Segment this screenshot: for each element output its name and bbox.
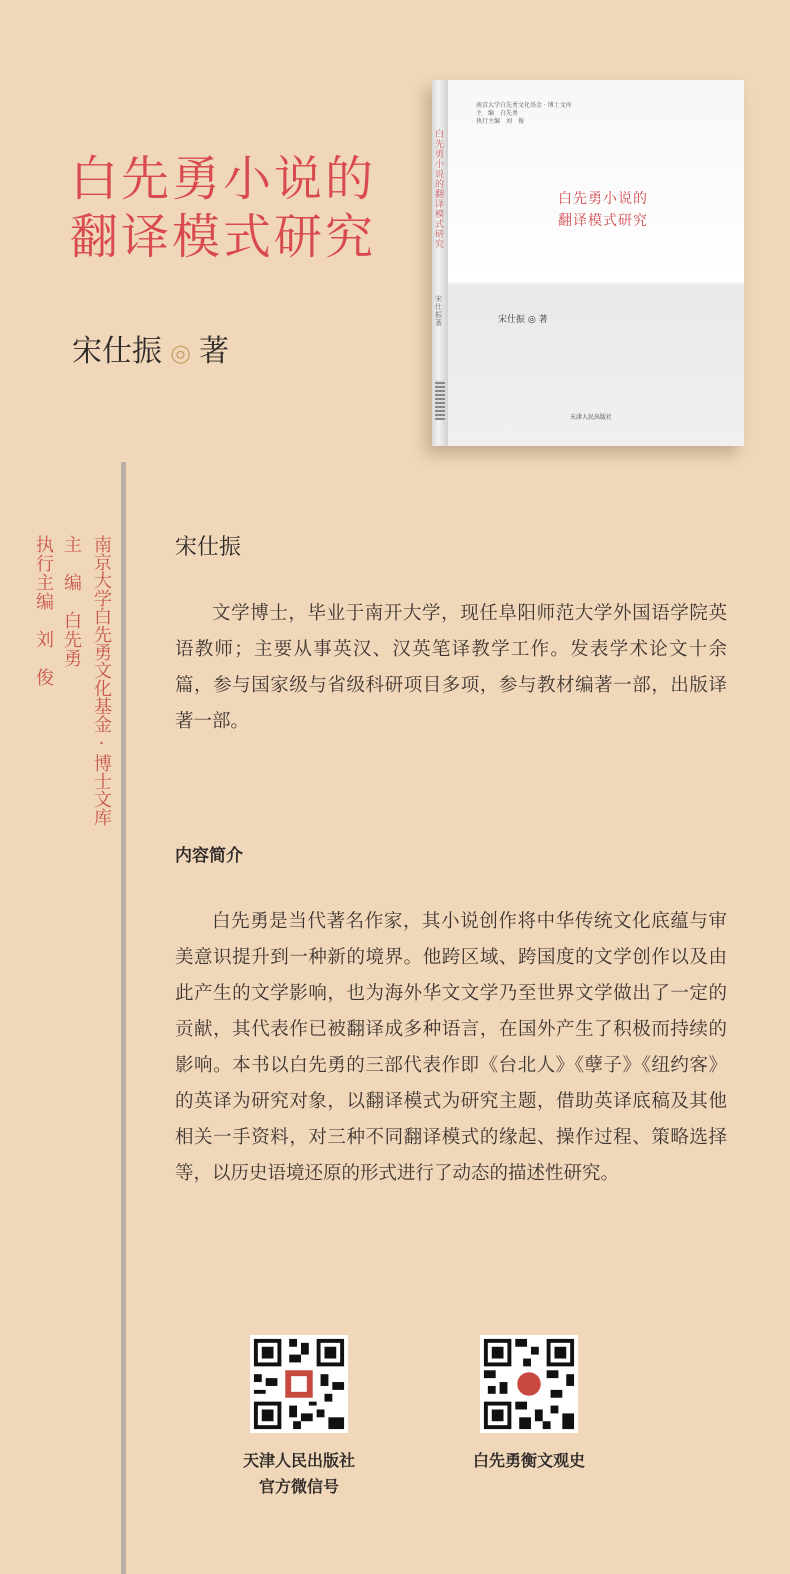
qr-caption-bai-xianyong-line-1: 白先勇衡文观史 — [472, 1451, 585, 1470]
cover-series-line-2: 主 编 白先勇 — [476, 110, 519, 117]
book-title — [70, 150, 376, 266]
exec-editor-vertical-text: 执行主编 刘 俊 — [33, 535, 54, 687]
cover-series — [476, 102, 572, 126]
author-separator: ◎ — [170, 339, 191, 367]
summary-title: 内容简介 — [175, 846, 243, 866]
bio-paragraph: 文学博士，毕业于南开大学，现任阜阳师范大学外国语学院英语教师；主要从事英汉、汉英笔译教学工作。发表学术论文十余篇，参与国家级与省级科研项目多项，参与教材编著一部，出版译著一部。 — [175, 603, 727, 732]
book-spine — [432, 80, 448, 446]
qr-code-bai-xianyong[interactable] — [480, 1335, 578, 1433]
spine-logo — [435, 380, 445, 420]
book-title-line-2: 翻译模式研究 — [70, 209, 377, 265]
qr-code-icon — [480, 1335, 578, 1433]
cover-title — [558, 188, 648, 232]
author-name: 宋仕振 — [72, 334, 162, 369]
book-front — [448, 80, 744, 446]
cover-title-line-1: 白先勇小说的 — [558, 191, 648, 207]
author-role: 著 — [198, 334, 229, 369]
qr-caption-publisher-line-1: 天津人民出版社 — [242, 1451, 355, 1470]
qr-caption-publisher — [219, 1448, 379, 1500]
qr-caption-bai-xianyong — [449, 1448, 609, 1474]
series-vertical-text: 南京大学白先勇文化基金·博士文库 — [91, 535, 112, 826]
cover-title-line-2: 翻译模式研究 — [558, 213, 648, 229]
cover-publisher: 天津人民出版社 — [570, 414, 613, 421]
book-cover-image — [432, 80, 744, 446]
cover-series-line-3: 执行主编 刘 俊 — [476, 118, 525, 125]
book-title-line-1: 白先勇小说的 — [70, 151, 377, 207]
cover-author: 宋仕振 ◎ 著 — [498, 315, 548, 325]
qr-code-publisher[interactable] — [250, 1335, 348, 1433]
summary-paragraph: 白先勇是当代著名作家，其小说创作将中华传统文化底蕴与审美意识提升到一种新的境界。他跨区域、跨国度的文学创作以及由此产生的文学影响，也为海外华文文学乃至世界文学做出了一定的贡献，其代表作已被翻译成多种语言，在国外产生了积极而持续的影响。本书以白先勇的三部代表作即《台北人》《孽子》《纽约客》的英译为研究对象，以翻译模式为研究主题，借助英译底稿及其他相关一手资料，对三种不同翻译模式的缘起、操作过程、策略选择等，以历史语境还原的形式进行了动态的描述性研究。 — [175, 911, 727, 1184]
author-line — [72, 326, 229, 370]
spine-title: 白先勇小说的翻译模式研究 — [435, 130, 445, 250]
vertical-divider — [121, 462, 126, 1574]
qr-code-icon — [250, 1335, 348, 1433]
editor-vertical-text: 主 编 白先勇 — [61, 535, 82, 668]
bio-name: 宋仕振 — [175, 535, 242, 560]
spine-author: 宋仕振著 — [435, 295, 442, 327]
cover-series-line-1: 南京大学白先勇文化基金 · 博士文库 — [476, 102, 572, 109]
qr-caption-publisher-line-2: 官方微信号 — [258, 1477, 339, 1496]
